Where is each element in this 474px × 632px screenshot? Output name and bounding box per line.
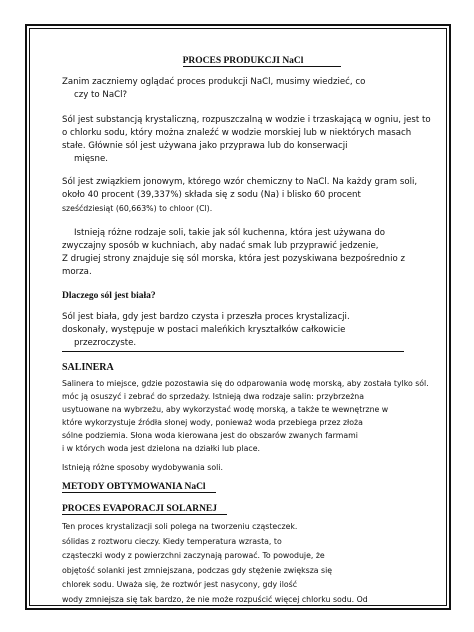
salinera-heading: SALINERA [62,362,114,373]
paragraph-evaporation: Ten proces krystalizacji soli polega na tworzeniu cząsteczek. sólidas z roztworu cieczy. Kiedy temperatura wzrasta, to cząsteczki wody z powierzchni zaczynają parować. To powoduje, że objętość solanki jest zmniejszana, podczas gdy stężenie zwiększa się chlorek sodu. Uważa się, że roztwór jest nasycony, gdy ilość wody zmniejsza się tak bardzo, że nie może rozpuścić więcej chlorku sodu. Od [62,522,368,604]
paragraph-ionic-compound: Sól jest związkiem jonowym, którego wzór chemiczny to NaCl. Na każdy gram soli, około 40 procent (39,337%) składa się z sodu (Na) i blisko 60 procent sześćdziesiąt (60,663%) to chloor (Cl). [62,177,418,213]
paragraph-salt-types: Istnieją różne rodzaje soli, takie jak sól kuchenna, która jest używana do zwyczajny sposób w kuchniach, aby nadać smak lub przyprawić jedzenie, Z drugiej strony znajduje się sól morska, która jest pozyskiwana bezpośrednio z morza. [62,228,406,277]
document-title: PROCES PRODUKCJI NaCl [102,56,422,66]
paragraph-why-white: Sól jest biała, gdy jest bardzo czysta i przeszła proces krystalizacji. doskonały, występuje w postaci maleńkich kryształków całkowicie przezroczyste. [62,311,422,352]
paragraph-extraction-methods: Istnieją różne sposoby wydobywania soli. [62,463,223,472]
paragraph-definition: Sól jest substancją krystaliczną, rozpuszczalną w wodzie i trzaskającą w ogniu, jest to o chlorku sodu, który można znaleźć w wodzie morskiej lub w niektórych masach stałe. Głównie sól jest używana jako przyprawa lub do konserwacji mięsne. [62,115,431,164]
methods-heading: METODY OBTYMOWANIA NaCl [62,482,422,492]
question-heading: Dlaczego sól jest biała? [62,291,156,301]
evaporation-heading: PROCES EVAPORACJI SOLARNEJ [62,504,422,514]
paragraph-salinera: Salinera to miejsce, gdzie pozostawia się do odparowania wodę morską, aby została tylko sól. móc ją osuszyć i zebrać do sprzedaży. Istnieją dwa rodzaje salin: przybrzeżna usytuowane na wybrzeżu, aby wykorzystać wodę morską, a także te wewnętrzne w które wykorzystuje źródła słonej wody, ponieważ woda przebiega przez złoża sólne podziemia. Słona woda kierowana jest do obszarów zwanych farmami i w których woda jest dzielona na działki lub place. [62,379,429,453]
intro-paragraph: Zanim zaczniemy oglądać proces produkcji NaCl, musimy wiedzieć, co czy to NaCl? [62,77,366,100]
document-body [62,50,431,607]
